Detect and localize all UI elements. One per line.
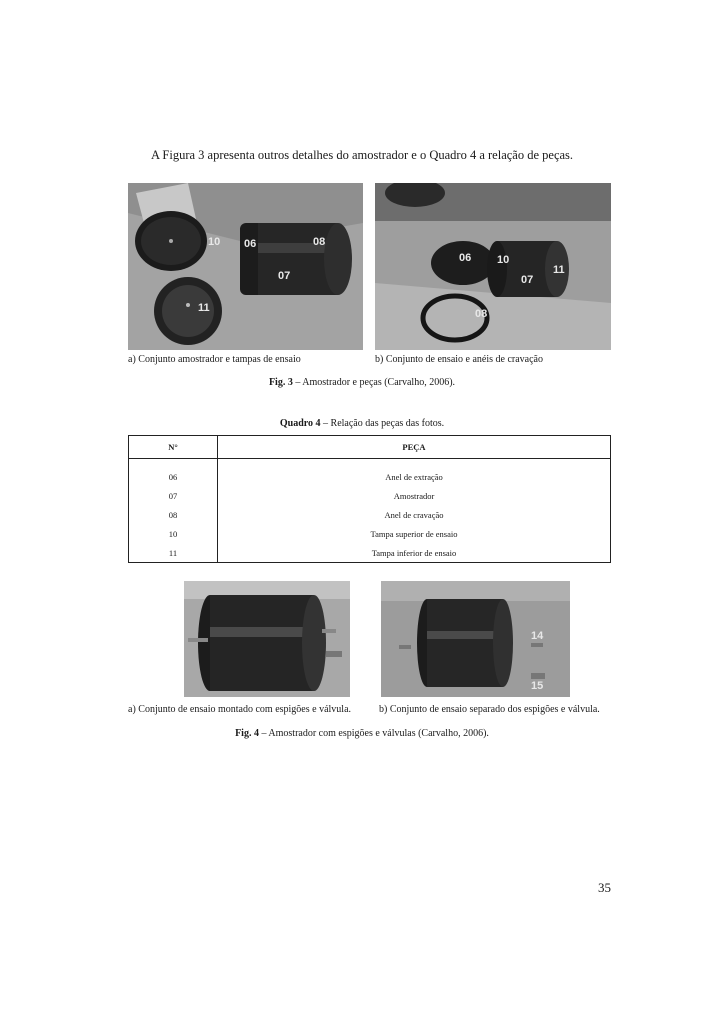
intro-paragraph: A Figura 3 apresenta outros detalhes do amostrador e o Quadro 4 a relação de peças. bbox=[150, 148, 574, 162]
row-number: 10 bbox=[129, 524, 218, 543]
table-row bbox=[129, 524, 611, 543]
fig3-caption-label: Fig. 3 bbox=[268, 377, 293, 388]
quadro4-title-text: – Relação das peças das fotos. bbox=[320, 418, 445, 429]
row-number: 07 bbox=[129, 486, 218, 505]
fig3a-label: 06 bbox=[244, 238, 257, 250]
row-piece: Amostrador bbox=[393, 490, 435, 501]
fig3b-label: 08 bbox=[475, 308, 488, 320]
fig4a-caption: a) Conjunto de ensaio montado com espigões e válvula. bbox=[128, 704, 352, 715]
fig4-caption-text: – Amostrador com espigões e válvulas (Carvalho, 2006). bbox=[258, 728, 489, 739]
row-piece: Anel de extração bbox=[385, 471, 443, 482]
table-header-row bbox=[129, 436, 611, 459]
fig4-caption bbox=[0, 728, 724, 739]
row-piece: Tampa superior de ensaio bbox=[370, 528, 458, 539]
fig4-caption-label: Fig. 4 bbox=[235, 728, 259, 739]
fig3b-label: 06 bbox=[459, 252, 472, 264]
fig3a-label: 10 bbox=[208, 236, 221, 248]
row-piece: Tampa inferior de ensaio bbox=[371, 547, 457, 558]
column-header-number: N° bbox=[129, 436, 218, 459]
fig3-caption-text: – Amostrador e peças (Carvalho, 2006). bbox=[292, 377, 456, 388]
fig4b-caption: b) Conjunto de ensaio separado dos espigões e válvula. bbox=[379, 704, 600, 715]
fig3-caption bbox=[0, 377, 724, 388]
fig3b-photo bbox=[375, 183, 611, 350]
table-row bbox=[129, 505, 611, 524]
fig3a-photo bbox=[128, 183, 363, 350]
row-number: 08 bbox=[129, 505, 218, 524]
quadro4-title-label: Quadro 4 bbox=[279, 418, 321, 429]
fig4b-label: 14 bbox=[531, 630, 544, 642]
page-number: 35 bbox=[598, 880, 611, 895]
fig3a-label: 11 bbox=[198, 302, 210, 314]
row-number: 11 bbox=[129, 543, 218, 563]
table-row bbox=[129, 543, 611, 563]
quadro4-title bbox=[0, 418, 724, 429]
row-piece: Anel de cravação bbox=[384, 509, 444, 520]
fig3a-label: 08 bbox=[313, 236, 326, 248]
column-header-piece: PEÇA bbox=[218, 436, 611, 459]
fig3a-label: 07 bbox=[278, 270, 291, 282]
fig3b-caption: b) Conjunto de ensaio e anéis de cravação bbox=[375, 354, 543, 365]
fig4b-label: 15 bbox=[531, 680, 544, 692]
row-number: 06 bbox=[129, 467, 218, 486]
fig3b-label: 10 bbox=[497, 254, 510, 266]
table-row bbox=[129, 486, 611, 505]
fig4a-photo bbox=[184, 581, 350, 697]
parts-table bbox=[128, 435, 611, 563]
fig3b-label: 11 bbox=[553, 264, 565, 276]
fig3b-label: 07 bbox=[521, 274, 534, 286]
table-row bbox=[129, 467, 611, 486]
fig4b-photo bbox=[381, 581, 570, 697]
fig3a-caption: a) Conjunto amostrador e tampas de ensaio bbox=[128, 354, 301, 365]
